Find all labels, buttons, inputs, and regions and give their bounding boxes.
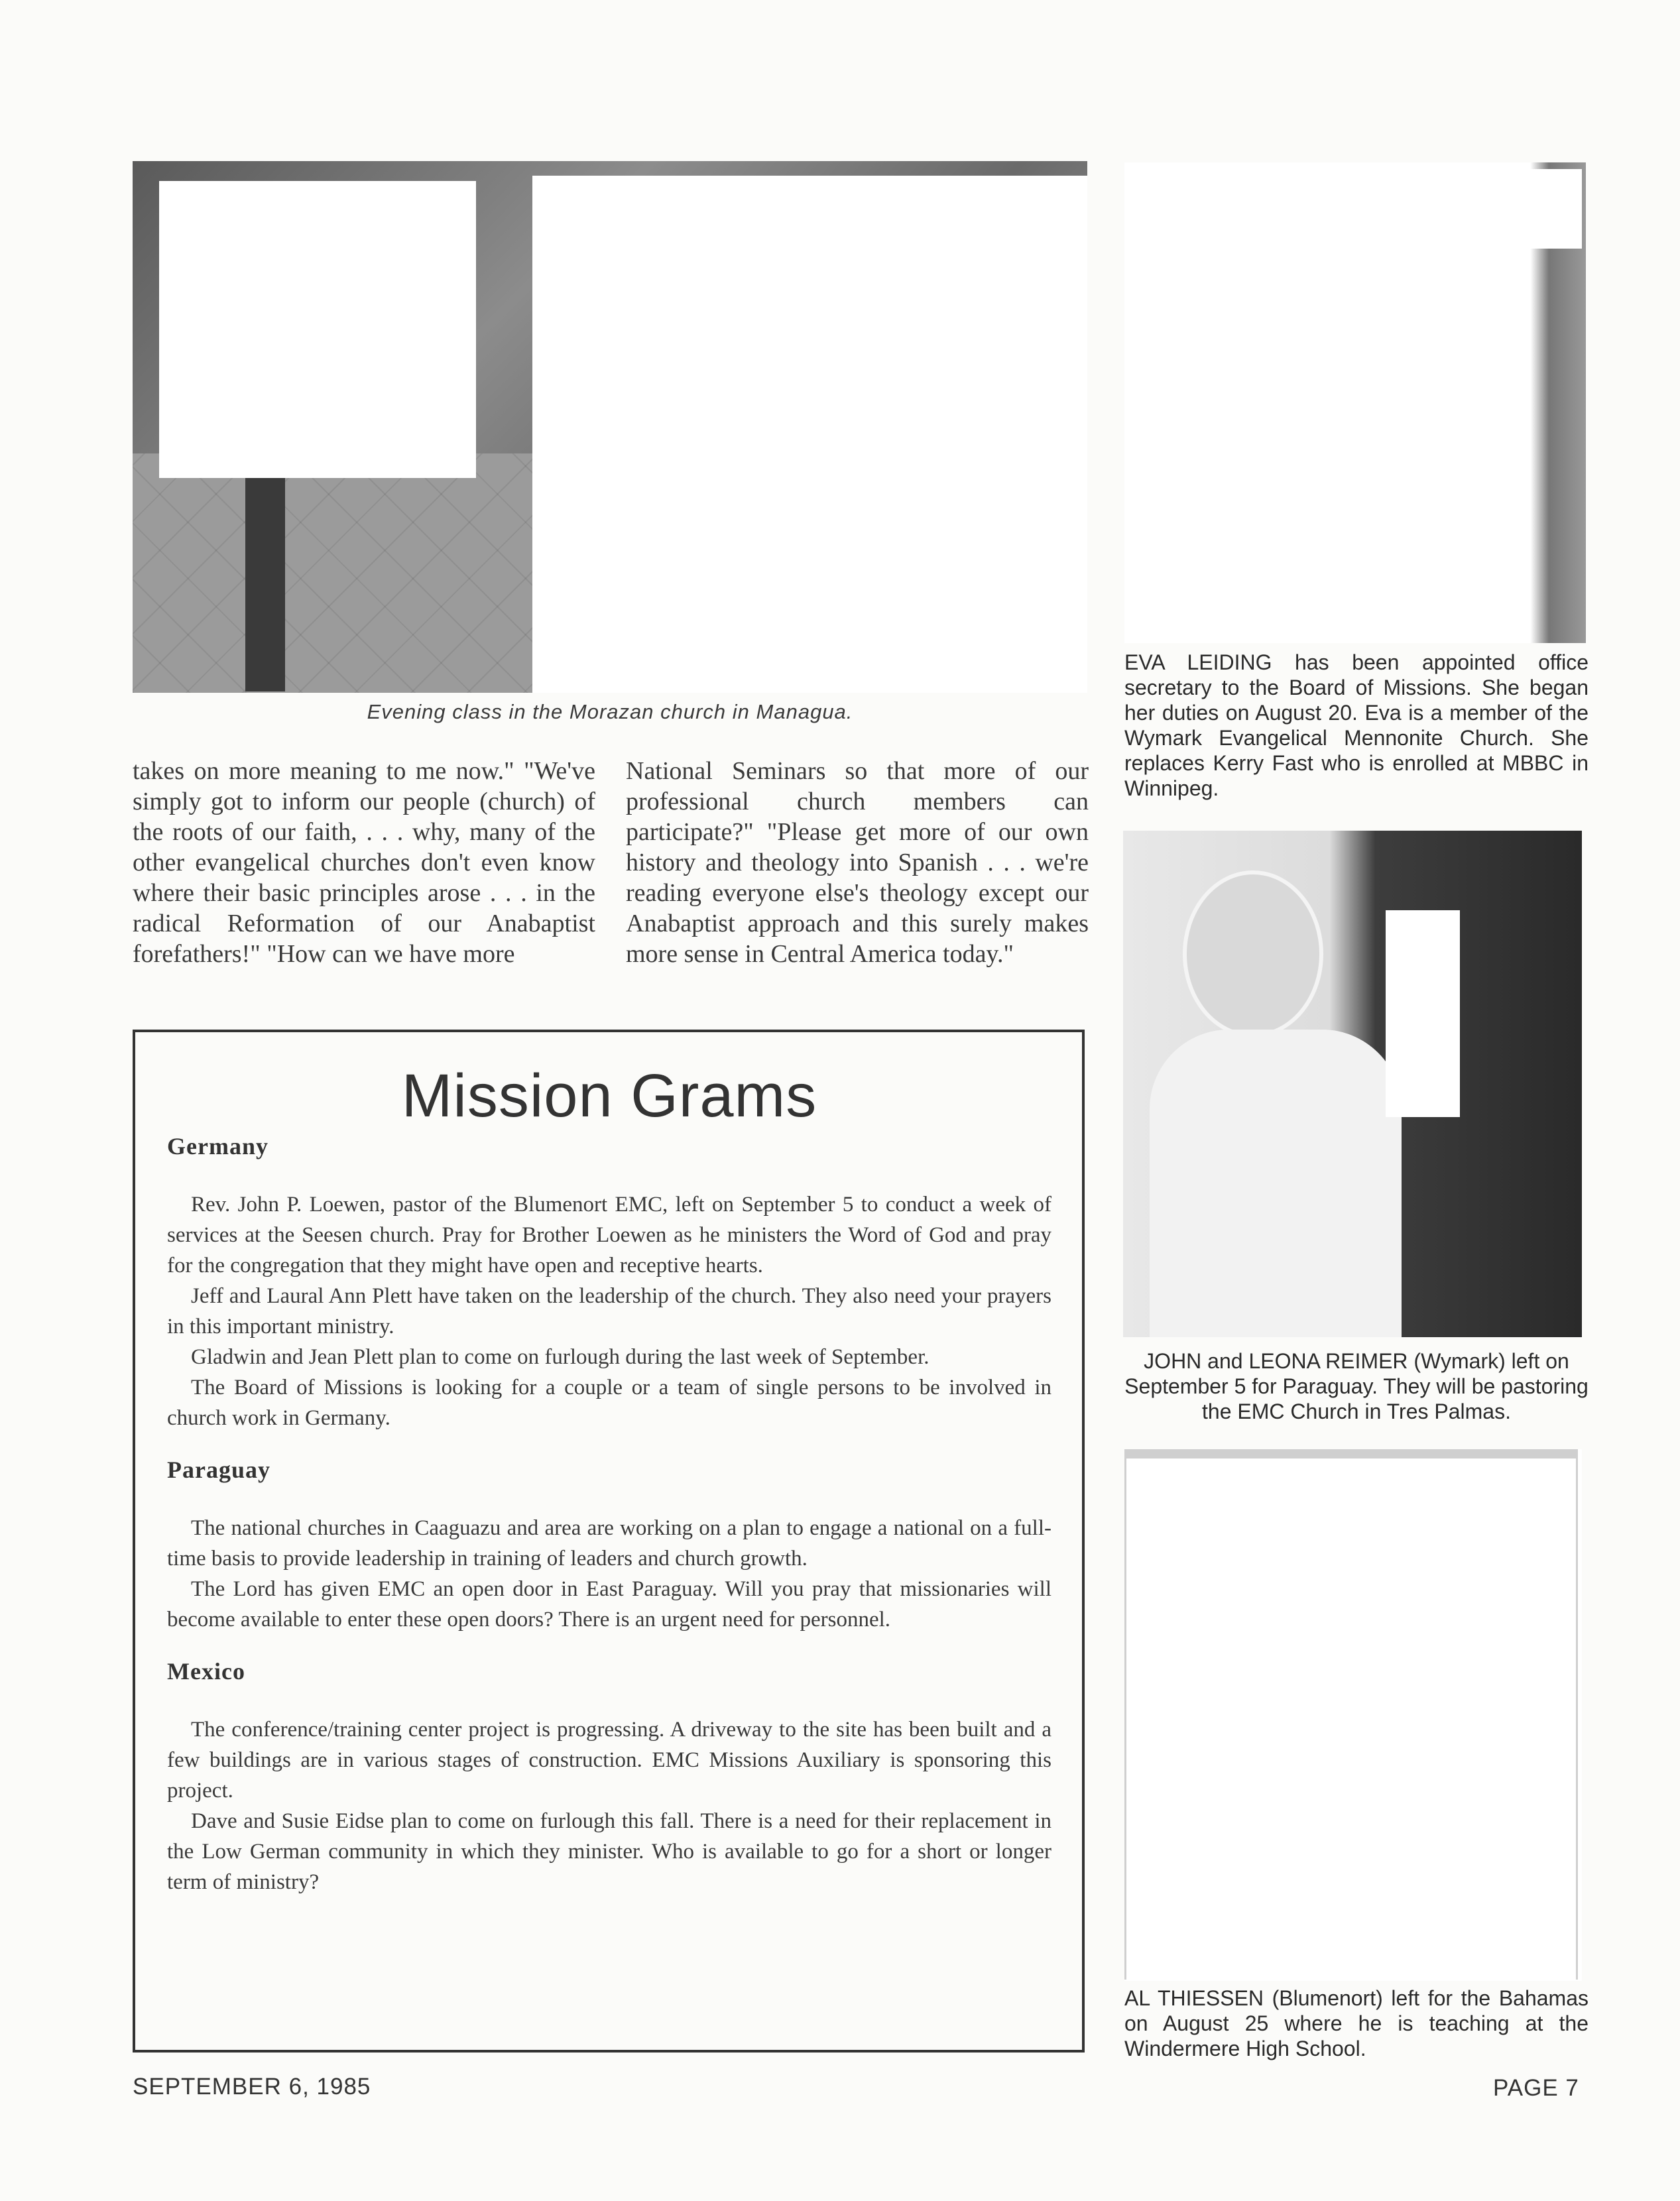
- photo-border-right: [1576, 1449, 1578, 1980]
- evening-class-caption: Evening class in the Morazan church in Managua.: [367, 700, 853, 723]
- section-heading-paraguay: Paraguay: [167, 1457, 270, 1483]
- germany-paragraph: Gladwin and Jean Plett plan to come on furlough during the last week of September.: [191, 1345, 930, 1369]
- mexico-paragraph: Dave and Susie Eidse plan to come on furlough this fall. There is a need for their replacement in the Low German community in which they minister. Who is available to go for a short or longer term of ministry?: [167, 1809, 1051, 1894]
- section-paraguay: [167, 1456, 1051, 1635]
- reimer-caption: JOHN and LEONA REIMER (Wymark) left on September 5 for Paraguay. They will be pastoring the EMC Church in Tres Palmas.: [1124, 1349, 1589, 1423]
- reimer-photo: [1123, 831, 1582, 1337]
- issue-date: SEPTEMBER 6, 1985: [133, 2074, 371, 2100]
- photo-border-top: [1124, 1449, 1578, 1458]
- article-column-2-text: National Seminars so that more of our professional church members can participate?" "Please get more of our own history and theology into Spanish . . . we're reading everyone else's theology except our Anabaptist approach and this surely makes more sense in Central America today.": [626, 757, 1089, 968]
- germany-paragraph: Jeff and Laural Ann Plett have taken on the leadership of the church. They also need your prayers in this important ministry.: [167, 1284, 1051, 1338]
- paraguay-paragraph: The Lord has given EMC an open door in East Paraguay. Will you pray that missionaries will become available to enter these open doors? There is an urgent need for personnel.: [167, 1577, 1051, 1632]
- article-column-1-text: takes on more meaning to me now." "We've simply got to inform our people (church) of the roots of our faith, . . . why, many of the other evangelical churches don't even know where their basic principles arose . . . in the radical Reformation of our Anabaptist forefathers!" "How can we have more: [133, 757, 595, 968]
- page-number: PAGE 7: [1493, 2075, 1579, 2101]
- germany-paragraph: Rev. John P. Loewen, pastor of the Blumenort EMC, left on September 5 to conduct a week of services at the Seesen church. Pray for Brother Loewen as he ministers the Word of God and pray for the congregation that they might have open and receptive hearts.: [167, 1193, 1051, 1278]
- section-heading-mexico: Mexico: [167, 1658, 245, 1685]
- redacted-region: [159, 181, 476, 478]
- eva-leiding-photo: [1124, 162, 1586, 643]
- photo-border-left: [1124, 1449, 1126, 1980]
- section-mexico: [167, 1657, 1051, 1897]
- section-germany: [167, 1132, 1051, 1433]
- photo-subject-woman: [1183, 870, 1323, 1038]
- article-column-1: [133, 756, 595, 969]
- article-column-2: [626, 756, 1089, 969]
- mission-grams-title: Mission Grams: [401, 1062, 817, 1130]
- mission-grams-box: [133, 1030, 1085, 2052]
- eva-leiding-caption: EVA LEIDING has been appointed office secretary to the Board of Missions. She began her duties on August 20. Eva is a member of the Wymark Evangelical Mennonite Church. She replaces Kerry Fast who is enrolled at MBBC in Winnipeg.: [1124, 650, 1589, 800]
- redacted-region: [1124, 249, 1529, 643]
- al-thiessen-caption: AL THIESSEN (Blumenort) left for the Bahamas on August 25 where he is teaching at the Windermere High School.: [1124, 1986, 1589, 2060]
- redacted-region: [1124, 169, 1582, 249]
- paraguay-paragraph: The national churches in Caaguazu and area are working on a plan to engage a national on a full-time basis to provide leadership in training of leaders and church growth.: [167, 1516, 1051, 1571]
- section-heading-germany: Germany: [167, 1133, 269, 1160]
- redacted-region: [532, 176, 1087, 693]
- germany-paragraph: The Board of Missions is looking for a couple or a team of single persons to be involved in church work in Germany.: [167, 1376, 1051, 1430]
- photo-subject-woman-body: [1150, 1030, 1402, 1337]
- al-thiessen-photo: [1124, 1449, 1582, 1981]
- mexico-paragraph: The conference/training center project is progressing. A driveway to the site has been built and a few buildings are in various stages of construction. EMC Missions Auxiliary is sponsoring this project.: [167, 1718, 1051, 1803]
- evening-class-photo: [133, 161, 1087, 693]
- redacted-region: [1386, 910, 1460, 1117]
